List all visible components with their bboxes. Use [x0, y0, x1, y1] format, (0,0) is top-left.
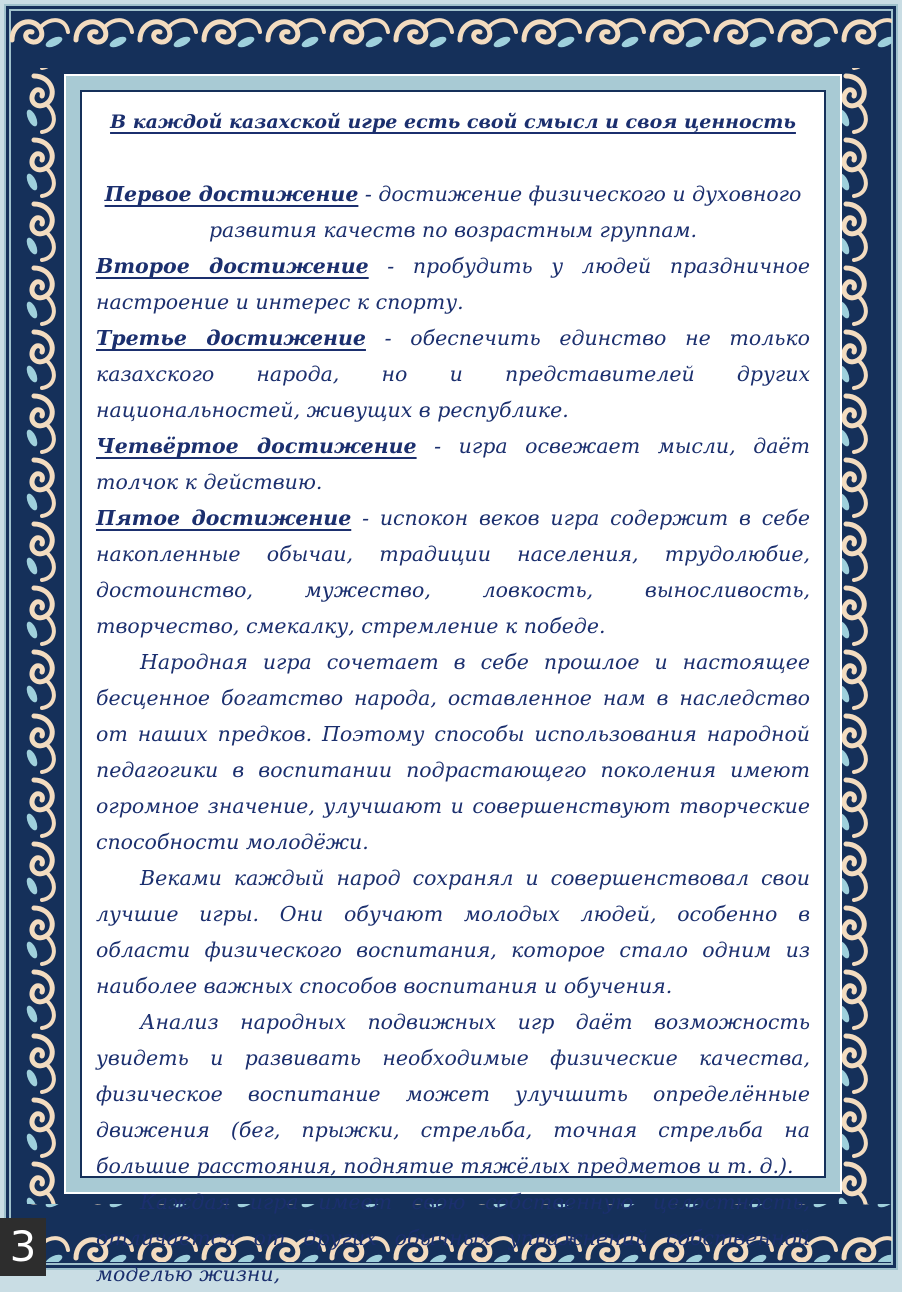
achievement-label: Второе достижение	[96, 254, 369, 278]
achievement-1	[96, 176, 810, 248]
paragraph-4: Каждая игра имеет свою собственную целостность, отличается от других обычных упражнений собственной моделью жизни,	[96, 1190, 810, 1286]
achievement-text: - обеспечить единство не только казахского народа, но и представителей других национальностей, живущих в республике.	[96, 326, 811, 422]
paragraph-1: Народная игра сочетает в себе прошлое и настоящее бесценное богатство народа, оставленное нам в наследство от наших предков. Поэтому способы использования народной педагогики в воспитании подрастающего поколения имеют огромное значение, улучшают и совершенствуют творческие способности молодёжи.	[96, 650, 810, 854]
achievement-text: - пробудить у людей праздничное настроение и интерес к спорту.	[96, 254, 810, 314]
document-title: В каждой казахской игре есть свой смысл и своя ценность	[110, 111, 796, 133]
document-page	[80, 90, 826, 1286]
paragraph-2: Веками каждый народ сохранял и совершенствовал свои лучшие игры. Они обучают молодых людей, особенно в области физического воспитания, которое стало одним из наиболее важных способов воспитания и обучения.	[96, 866, 810, 998]
achievement-text: - игра освежает мысли, даёт толчок к действию.	[96, 434, 810, 494]
achievement-4	[96, 428, 810, 500]
achievement-5	[96, 500, 810, 644]
achievement-label: Первое достижение	[104, 182, 359, 206]
achievement-label: Четвёртое достижение	[96, 434, 417, 458]
achievement-label: Пятое достижение	[96, 506, 352, 530]
achievement-3	[96, 320, 810, 428]
page-number-badge: 3	[0, 1218, 46, 1276]
achievement-label: Третье достижение	[96, 326, 366, 350]
document-text	[96, 104, 810, 1292]
achievement-text: - испокон веков игра содержит в себе накопленные обычаи, традиции населения, трудолюбие, достоинство, мужество, ловкость, выносливость, творчество, смекалку, стремление к победе.	[96, 506, 810, 638]
achievement-2	[96, 248, 810, 320]
achievement-text: - достижение физического и духовного развития качеств по возрастным группам.	[208, 182, 802, 242]
paragraph-3: Анализ народных подвижных игр даёт возможность увидеть и развивать необходимые физические качества, физическое воспитание может улучшить определённые движения (бег, прыжки, стрельба, точная стрельба на большие расстояния, поднятие тяжёлых предметов и т. д.).	[96, 1010, 810, 1178]
